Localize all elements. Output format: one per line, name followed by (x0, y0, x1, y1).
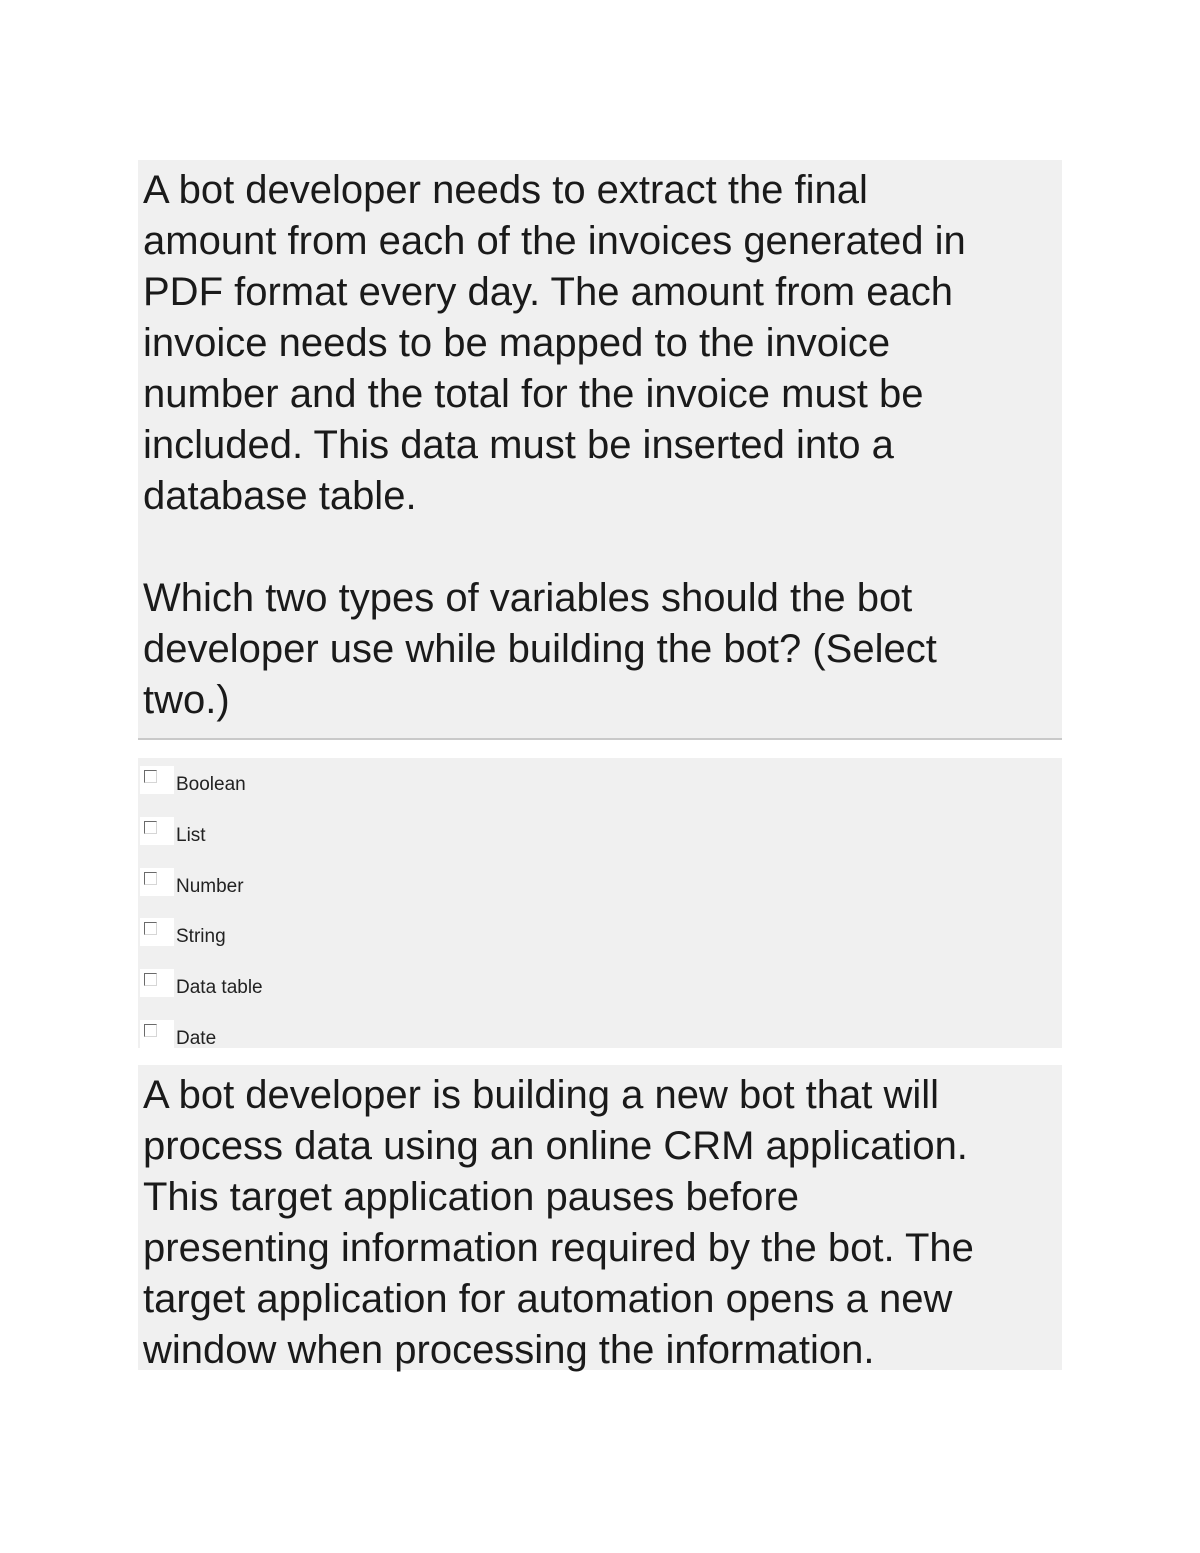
option-boolean[interactable] (138, 762, 1062, 813)
checkbox-wrapper (140, 766, 174, 794)
checkbox-wrapper (140, 1020, 174, 1048)
checkbox-data-table[interactable] (144, 973, 157, 986)
question-1-prompt: Which two types of variables should the bot developer use while building the bot? (Select two.) (143, 576, 937, 722)
checkbox-wrapper (140, 817, 174, 845)
checkbox-date[interactable] (144, 1024, 157, 1037)
option-label: List (176, 824, 206, 846)
question-1-panel (138, 160, 1062, 740)
option-data-table[interactable] (138, 965, 1062, 1016)
question-1-scenario: A bot developer needs to extract the final amount from each of the invoices generated in PDF format every day. The amount from each invoice needs to be mapped to the invoice number and the total for the invoice must be included. This data must be inserted into a database table. (143, 168, 966, 518)
question-2-panel (138, 1065, 1062, 1370)
option-date[interactable] (138, 1016, 1062, 1067)
checkbox-wrapper (140, 969, 174, 997)
checkbox-number[interactable] (144, 872, 157, 885)
option-label: Number (176, 875, 244, 897)
checkbox-boolean[interactable] (144, 770, 157, 783)
option-string[interactable] (138, 914, 1062, 965)
checkbox-list[interactable] (144, 821, 157, 834)
checkbox-string[interactable] (144, 922, 157, 935)
question-2-scenario: A bot developer is building a new bot that will process data using an online CRM application. This target application pauses before presenting information required by the bot. The target application for automation opens a new window when processing the information. (143, 1073, 974, 1372)
option-label: Date (176, 1027, 217, 1049)
checkbox-wrapper (140, 918, 174, 946)
checkbox-wrapper (140, 868, 174, 896)
answer-options-panel (138, 758, 1062, 1048)
option-list[interactable] (138, 813, 1062, 864)
option-number[interactable] (138, 864, 1062, 915)
option-label: Boolean (176, 774, 246, 795)
option-label: String (176, 926, 226, 948)
option-label: Data table (176, 977, 263, 999)
